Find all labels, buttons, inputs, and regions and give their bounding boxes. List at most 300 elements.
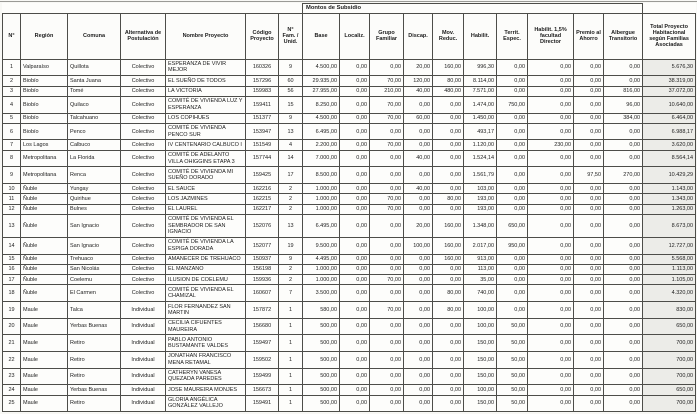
cell: 18 <box>3 285 21 302</box>
cell: 0,00 <box>433 335 464 352</box>
cell: 4.500,00 <box>303 59 340 76</box>
cell: 160,00 <box>433 214 464 237</box>
cell: 0,00 <box>404 204 433 214</box>
cell: 1 <box>279 395 303 412</box>
cell: 500,00 <box>303 318 340 335</box>
cell: 1.263,00 <box>643 204 696 214</box>
cell: 0,00 <box>370 59 404 76</box>
cell: 0,00 <box>340 351 370 368</box>
cell: 38.319,00 <box>643 76 696 86</box>
cell: EL SAUCE <box>166 184 246 194</box>
group-header-montos-de-subsidio: Montos de Subsidio <box>303 4 643 14</box>
column-header: Mov. Reduc. <box>433 13 464 59</box>
cell: 0,00 <box>340 302 370 319</box>
cell: 159936 <box>246 275 279 285</box>
cell: 0,00 <box>340 204 370 214</box>
cell: 0,00 <box>404 368 433 385</box>
cell: 193,00 <box>464 204 497 214</box>
cell: 0,00 <box>370 167 404 184</box>
cell: COMITÉ DE VIVIENDA PENCO SUR <box>166 123 246 140</box>
cell: 0,00 <box>433 395 464 412</box>
cell: 60 <box>279 76 303 86</box>
table-row <box>3 302 696 319</box>
cell: 1.348,00 <box>464 214 497 237</box>
table-row <box>3 167 696 184</box>
cell: 0,00 <box>433 140 464 150</box>
cell: 1.000,00 <box>303 184 340 194</box>
column-header: Premio al Ahorro <box>574 13 604 59</box>
group-header-spacer-right <box>643 4 696 14</box>
cell: 70,00 <box>370 113 404 123</box>
column-header: Base <box>303 13 340 59</box>
cell: Ñuble <box>21 264 68 274</box>
cell: 0,00 <box>528 395 574 412</box>
cell: San Ignacio <box>68 214 121 237</box>
table-row <box>3 335 696 352</box>
cell: 0,00 <box>340 275 370 285</box>
table-row <box>3 150 696 167</box>
cell: 0,00 <box>340 335 370 352</box>
cell: 35,00 <box>464 275 497 285</box>
cell: 6.495,00 <box>303 123 340 140</box>
cell: 0,00 <box>604 275 643 285</box>
cell: 157872 <box>246 302 279 319</box>
cell: Ñuble <box>21 214 68 237</box>
cell: 0,00 <box>433 123 464 140</box>
cell: 70,00 <box>370 204 404 214</box>
cell: 96,00 <box>604 96 643 113</box>
cell: 1.474,00 <box>464 96 497 113</box>
cell: 0,00 <box>340 123 370 140</box>
cell: 0,00 <box>370 285 404 302</box>
cell: 40,00 <box>404 150 433 167</box>
cell: Retiro <box>68 395 121 412</box>
column-header: N° <box>3 13 21 59</box>
cell: 1 <box>279 318 303 335</box>
cell: 0,00 <box>574 194 604 204</box>
cell: 56 <box>279 86 303 96</box>
cell: 500,00 <box>303 395 340 412</box>
cell: Yungay <box>68 184 121 194</box>
cell: 1.000,00 <box>303 194 340 204</box>
cell: Quilaco <box>68 96 121 113</box>
cell: 97,50 <box>574 167 604 184</box>
cell: Colectivo <box>121 113 166 123</box>
cell: Colectivo <box>121 194 166 204</box>
cell: 0,00 <box>528 302 574 319</box>
cell: 500,00 <box>303 335 340 352</box>
table-row <box>3 140 696 150</box>
cell: 100,00 <box>464 302 497 319</box>
cell: 5.568,00 <box>643 254 696 264</box>
table-header <box>3 4 696 60</box>
cell: 2 <box>279 264 303 274</box>
cell: 0,00 <box>604 237 643 254</box>
cell: El Carmen <box>68 285 121 302</box>
cell: 0,00 <box>404 385 433 395</box>
cell: 493,17 <box>464 123 497 140</box>
table-row <box>3 275 696 285</box>
table-row <box>3 184 696 194</box>
cell: 480,00 <box>433 86 464 96</box>
cell: Colectivo <box>121 59 166 76</box>
cell: AMANECER DE TREHUACO <box>166 254 246 264</box>
table-row <box>3 123 696 140</box>
cell: 0,00 <box>340 237 370 254</box>
cell: 0,00 <box>574 318 604 335</box>
cell: 0,00 <box>340 264 370 274</box>
column-header: Albergue Transitorio <box>604 13 643 59</box>
cell: 0,00 <box>340 318 370 335</box>
cell: 14 <box>279 150 303 167</box>
cell: JOSE MAUREIRA MONJES <box>166 385 246 395</box>
cell: 0,00 <box>497 59 528 76</box>
cell: Colectivo <box>121 254 166 264</box>
cell: 15 <box>279 96 303 113</box>
cell: 11 <box>3 194 21 204</box>
table-row <box>3 318 696 335</box>
column-header: Código Proyecto <box>246 13 279 59</box>
cell: 1.143,00 <box>643 184 696 194</box>
cell: Individual <box>121 335 166 352</box>
column-header: Habilit. <box>464 13 497 59</box>
cell: 0,00 <box>433 264 464 274</box>
cell: 0,00 <box>370 150 404 167</box>
cell: 210,00 <box>370 86 404 96</box>
cell: Individual <box>121 395 166 412</box>
cell: 50,00 <box>497 395 528 412</box>
cell: 0,00 <box>497 264 528 274</box>
cell: 0,00 <box>528 167 574 184</box>
cell: 0,00 <box>574 302 604 319</box>
cell: 0,00 <box>528 368 574 385</box>
cell: 0,00 <box>370 395 404 412</box>
cell: 0,00 <box>497 150 528 167</box>
cell: 0,00 <box>604 285 643 302</box>
cell: 0,00 <box>497 254 528 264</box>
cell: 0,00 <box>528 96 574 113</box>
cell: 19 <box>279 237 303 254</box>
cell: 162216 <box>246 184 279 194</box>
table-row <box>3 204 696 214</box>
cell: 37.072,00 <box>643 86 696 96</box>
cell: 0,00 <box>604 59 643 76</box>
cell: 0,00 <box>574 204 604 214</box>
cell: Biobío <box>21 76 68 86</box>
cell: 0,00 <box>574 113 604 123</box>
cell: 0,00 <box>404 351 433 368</box>
cell: 0,00 <box>370 385 404 395</box>
cell: 0,00 <box>404 264 433 274</box>
cell: Ñuble <box>21 285 68 302</box>
cell: 0,00 <box>604 150 643 167</box>
cell: 0,00 <box>528 318 574 335</box>
cell: 1 <box>279 385 303 395</box>
cell: 1.524,14 <box>464 150 497 167</box>
cell: San Ignacio <box>68 237 121 254</box>
cell: 0,00 <box>497 204 528 214</box>
cell: 0,00 <box>574 150 604 167</box>
cell: 159411 <box>246 96 279 113</box>
cell: 152077 <box>246 237 279 254</box>
column-header-row <box>3 13 696 59</box>
cell: 0,00 <box>340 59 370 76</box>
cell: 113,00 <box>464 264 497 274</box>
cell: 0,00 <box>574 96 604 113</box>
cell: 160607 <box>246 285 279 302</box>
cell: 150,00 <box>464 395 497 412</box>
cell: Bulnes <box>68 204 121 214</box>
cell: 70,00 <box>370 275 404 285</box>
cell: 103,00 <box>464 184 497 194</box>
cell: 1.113,00 <box>643 264 696 274</box>
cell: COMITÉ DE VIVIENDA LUZ Y ESPERANZA <box>166 96 246 113</box>
cell: 0,00 <box>370 351 404 368</box>
cell: 17 <box>3 275 21 285</box>
cell: 0,00 <box>604 395 643 412</box>
cell: Metropolitana <box>21 167 68 184</box>
cell: 0,00 <box>404 285 433 302</box>
cell: Ñuble <box>21 237 68 254</box>
cell: 0,00 <box>574 140 604 150</box>
cell: 0,00 <box>340 96 370 113</box>
cell: Quillota <box>68 59 121 76</box>
cell: 3.620,00 <box>643 140 696 150</box>
cell: 6 <box>3 123 21 140</box>
cell: Colectivo <box>121 123 166 140</box>
cell: 0,00 <box>497 275 528 285</box>
cell: Colectivo <box>121 285 166 302</box>
cell: GLORIA ANGÉLICA GONZÁLEZ VALLEJO <box>166 395 246 412</box>
cell: 913,00 <box>464 254 497 264</box>
table-row <box>3 285 696 302</box>
cell: 0,00 <box>340 368 370 385</box>
cell: Colectivo <box>121 204 166 214</box>
cell: Colectivo <box>121 184 166 194</box>
cell: 159499 <box>246 368 279 385</box>
cell: 80,00 <box>433 76 464 86</box>
table-row <box>3 214 696 237</box>
table-row <box>3 254 696 264</box>
cell: 0,00 <box>370 368 404 385</box>
cell: 159491 <box>246 395 279 412</box>
cell: 0,00 <box>497 140 528 150</box>
cell: 0,00 <box>574 123 604 140</box>
cell: 0,00 <box>404 254 433 264</box>
cell: 0,00 <box>528 385 574 395</box>
cell: 4 <box>3 96 21 113</box>
cell: Biobío <box>21 86 68 96</box>
cell: 230,00 <box>528 140 574 150</box>
cell: 120,00 <box>404 76 433 86</box>
cell: COMITÉ DE VIVIENDA LA ESPIGA DORADA <box>166 237 246 254</box>
cell: 0,00 <box>604 368 643 385</box>
cell: 10.640,00 <box>643 96 696 113</box>
cell: 0,00 <box>370 184 404 194</box>
cell: 0,00 <box>404 123 433 140</box>
column-header: Habilit. 1,5% facultad Director <box>528 13 574 59</box>
cell: 70,00 <box>370 302 404 319</box>
cell: COMITÉ DE VIVIENDA MI SUEÑO DORADO <box>166 167 246 184</box>
table-row <box>3 368 696 385</box>
cell: 0,00 <box>340 140 370 150</box>
cell: LOS JAZMINES <box>166 194 246 204</box>
cell: 152076 <box>246 214 279 237</box>
cell: 1.000,00 <box>303 204 340 214</box>
cell: 0,00 <box>604 254 643 264</box>
cell: 0,00 <box>404 140 433 150</box>
cell: 12 <box>3 204 21 214</box>
cell: 0,00 <box>574 59 604 76</box>
cell: 1.561,79 <box>464 167 497 184</box>
cell: 160,00 <box>433 237 464 254</box>
cell: 0,00 <box>433 167 464 184</box>
cell: 70,00 <box>370 140 404 150</box>
cell: 8.673,00 <box>643 214 696 237</box>
cell: 0,00 <box>340 194 370 204</box>
cell: 1.105,00 <box>643 275 696 285</box>
cell: 950,00 <box>497 237 528 254</box>
cell: 159983 <box>246 86 279 96</box>
cell: Colectivo <box>121 140 166 150</box>
cell: 0,00 <box>433 275 464 285</box>
cell: 40,00 <box>404 184 433 194</box>
cell: 100,00 <box>404 237 433 254</box>
cell: 0,00 <box>370 214 404 237</box>
cell: CATHERYN VANESA QUEZADA PAREDES <box>166 368 246 385</box>
cell: 0,00 <box>574 76 604 86</box>
cell: Individual <box>121 302 166 319</box>
cell: 3 <box>3 86 21 96</box>
page-top-rule <box>0 1 697 2</box>
cell: 1 <box>3 59 21 76</box>
cell: 50,00 <box>497 351 528 368</box>
cell: 0,00 <box>340 214 370 237</box>
cell: 0,00 <box>433 204 464 214</box>
column-header: Alternativa de Postulación <box>121 13 166 59</box>
cell: 100,00 <box>464 385 497 395</box>
cell: 0,00 <box>497 123 528 140</box>
column-header: Grupo Familiar <box>370 13 404 59</box>
cell: 0,00 <box>433 184 464 194</box>
cell: 0,00 <box>497 285 528 302</box>
cell: 13 <box>279 123 303 140</box>
cell: 0,00 <box>604 351 643 368</box>
cell: 0,00 <box>528 237 574 254</box>
table-row <box>3 194 696 204</box>
cell: 700,00 <box>643 335 696 352</box>
cell: San Nicolás <box>68 264 121 274</box>
cell: 0,00 <box>340 285 370 302</box>
cell: 1.000,00 <box>303 275 340 285</box>
cell: 0,00 <box>574 395 604 412</box>
cell: 150,00 <box>464 335 497 352</box>
cell: Biobío <box>21 96 68 113</box>
cell: 0,00 <box>340 167 370 184</box>
cell: 25 <box>3 395 21 412</box>
cell: 500,00 <box>303 385 340 395</box>
cell: 650,00 <box>643 385 696 395</box>
cell: 0,00 <box>340 395 370 412</box>
cell: 0,00 <box>604 76 643 86</box>
cell: FLOR FERNANDEZ SAN MARTIN <box>166 302 246 319</box>
column-header: Discap. <box>404 13 433 59</box>
cell: Colectivo <box>121 214 166 237</box>
cell: 159502 <box>246 351 279 368</box>
cell: 6.988,17 <box>643 123 696 140</box>
cell: 8.250,00 <box>303 96 340 113</box>
cell: 0,00 <box>528 254 574 264</box>
table-body <box>3 59 696 412</box>
cell: 6.495,00 <box>303 214 340 237</box>
cell: 50,00 <box>497 385 528 395</box>
cell: 0,00 <box>574 86 604 96</box>
cell: Individual <box>121 368 166 385</box>
table-row <box>3 86 696 96</box>
cell: 19 <box>3 302 21 319</box>
cell: 830,00 <box>643 302 696 319</box>
cell: 4.320,00 <box>643 285 696 302</box>
column-header: N° Fam. / Unid. <box>279 13 303 59</box>
cell: 2.200,00 <box>303 140 340 150</box>
cell: 580,00 <box>303 302 340 319</box>
cell: Renca <box>68 167 121 184</box>
cell: 70,00 <box>370 96 404 113</box>
cell: 1 <box>279 302 303 319</box>
cell: 0,00 <box>574 214 604 237</box>
cell: 10 <box>3 184 21 194</box>
cell: 27.955,00 <box>303 86 340 96</box>
cell: 8.564,14 <box>643 150 696 167</box>
cell: 0,00 <box>604 335 643 352</box>
cell: Colectivo <box>121 264 166 274</box>
cell: 1.343,00 <box>643 194 696 204</box>
cell: 0,00 <box>404 167 433 184</box>
table-row <box>3 59 696 76</box>
cell: 151549 <box>246 140 279 150</box>
cell: Ñuble <box>21 204 68 214</box>
cell: IV CENTENARIO CALBUCO I <box>166 140 246 150</box>
cell: JONATHAN FRANCISCO MENA RETAMAL <box>166 351 246 368</box>
cell: 15 <box>3 254 21 264</box>
cell: 0,00 <box>497 167 528 184</box>
cell: 0,00 <box>528 150 574 167</box>
cell: Ñuble <box>21 194 68 204</box>
cell: 2 <box>279 275 303 285</box>
cell: 0,00 <box>340 385 370 395</box>
cell: 0,00 <box>528 204 574 214</box>
cell: 0,00 <box>340 254 370 264</box>
cell: 156673 <box>246 385 279 395</box>
cell: 4.495,00 <box>303 254 340 264</box>
cell: 3.500,00 <box>303 285 340 302</box>
cell: 159425 <box>246 167 279 184</box>
cell: 0,00 <box>497 76 528 86</box>
cell: 23 <box>3 368 21 385</box>
cell: CECILIA CIFUENTES MAUREIRA <box>166 318 246 335</box>
cell: 0,00 <box>340 76 370 86</box>
cell: 0,00 <box>370 318 404 335</box>
cell: 5 <box>3 113 21 123</box>
cell: 996,30 <box>464 59 497 76</box>
cell: 8 <box>3 150 21 167</box>
cell: 0,00 <box>404 194 433 204</box>
cell: 500,00 <box>303 368 340 385</box>
cell: Santa Juana <box>68 76 121 86</box>
cell: Individual <box>121 385 166 395</box>
cell: 0,00 <box>528 184 574 194</box>
cell: Individual <box>121 351 166 368</box>
